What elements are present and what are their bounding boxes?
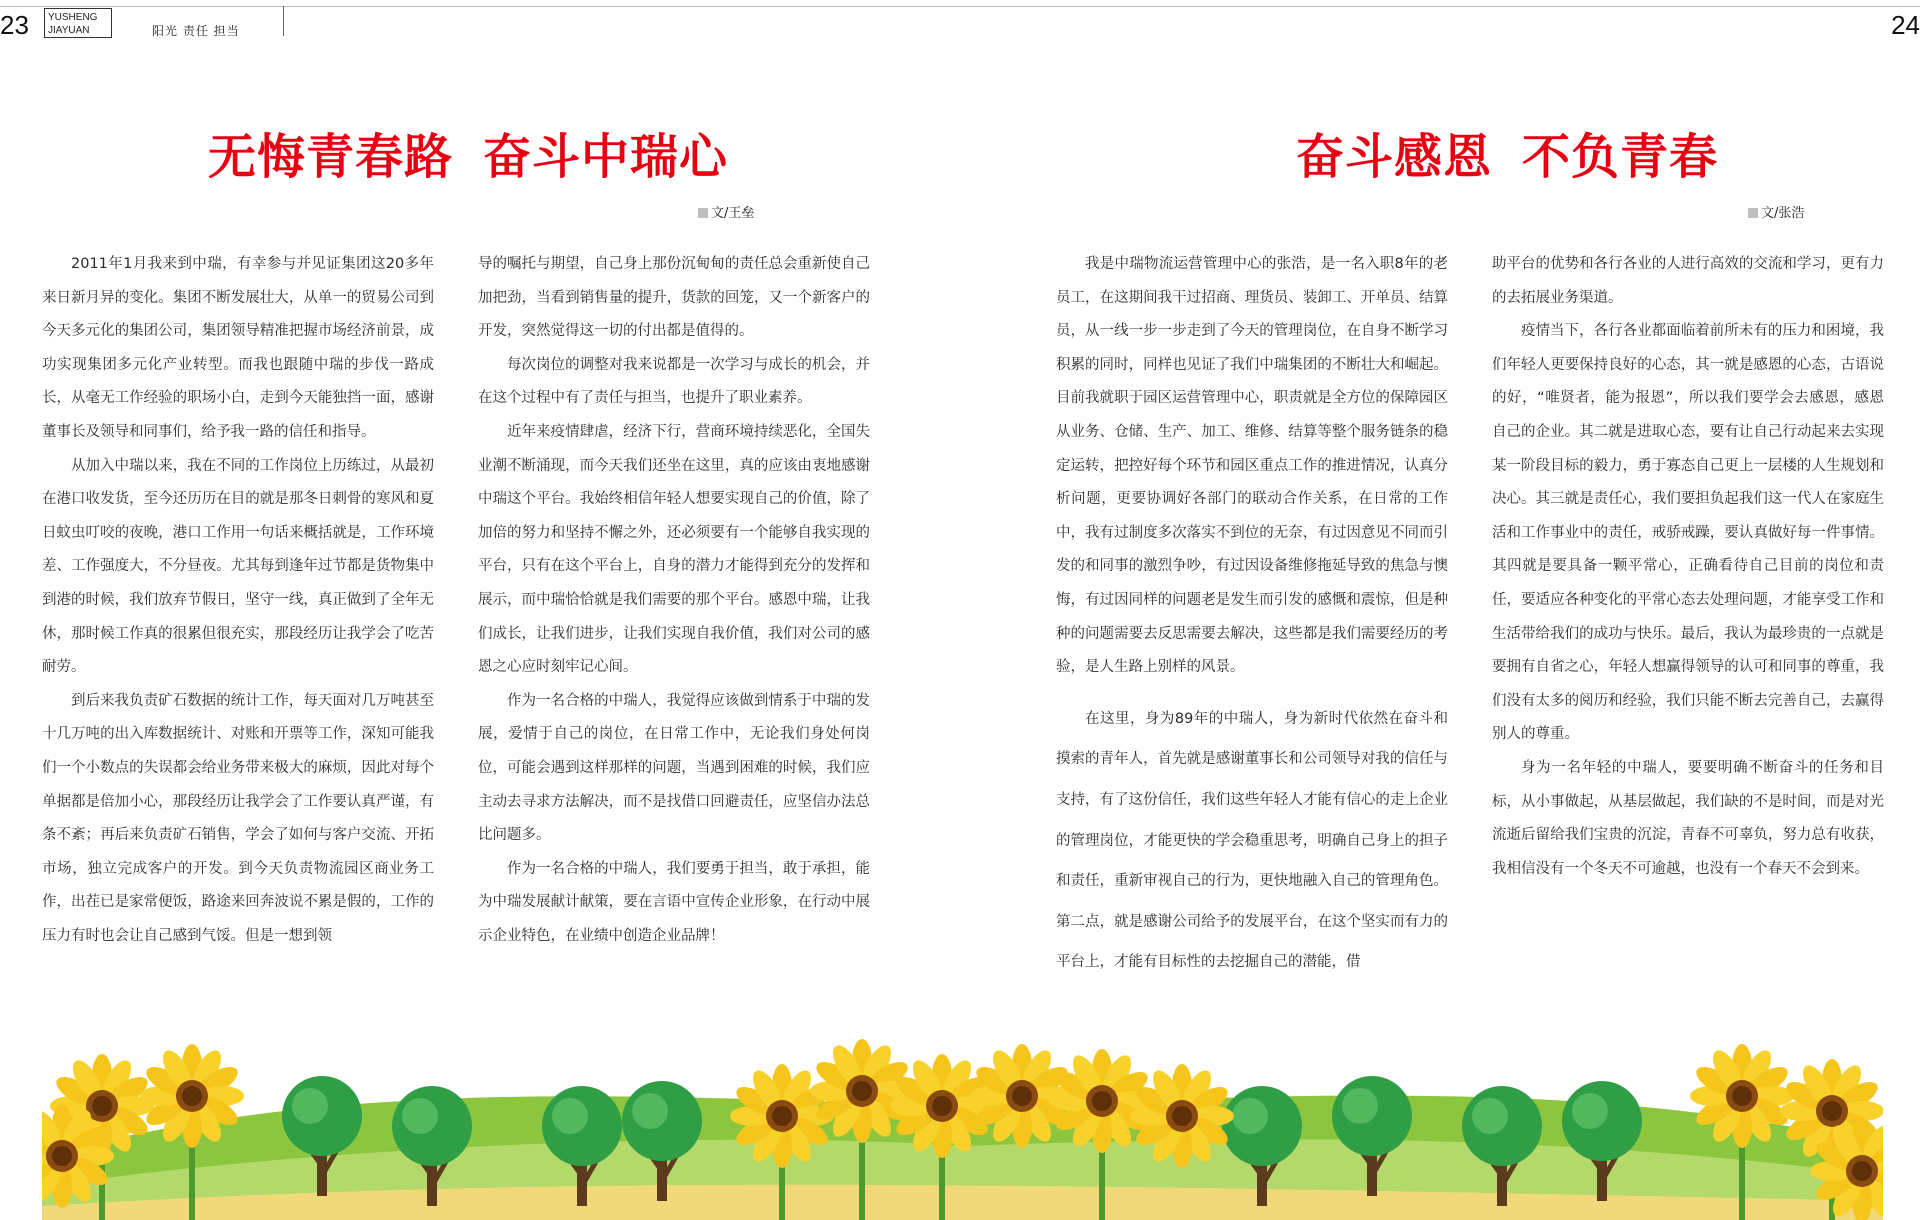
header-divider bbox=[283, 6, 284, 36]
paragraph: 每次岗位的调整对我来说都是一次学习与成长的机会，并在这个过程中有了责任与担当，也提升了职业素养。 bbox=[478, 356, 870, 407]
paragraph: 疫情当下，各行各业都面临着前所未有的压力和困境，我们年轻人更要保持良好的心态，其一就是感恩的心态，古语说的好，“唯贤者，能为报恩”，所以我们要学会去感恩，感恩自己的企业。其二就是进取心态，要有让自己行动起来去实现某一阶段目标的毅力，勇于寡态自己更上一层楼的人生规划和决心。其三就是责任心，我们要担负起我们这一代人在家庭生活和工作事业中的责任，戒骄戒躁，要认真做好每一件事情。其四就是要具备一颗平常心，正确看待自己目前的岗位和责任，要适应各种变化的平常心态去处理问题，才能享受工作和生活带给我们的成功与快乐。最后，我认为最珍贵的一点就是要拥有自省之心，年轻人想赢得领导的认可和同事的尊重，我们没有太多的阅历和经验，我们只能不断去完善自己，去赢得别人的尊重。 bbox=[1492, 323, 1884, 743]
paragraph: 我是中瑞物流运营管理中心的张浩，是一名入职8年的老员工，在这期间我干过招商、理货员、装卸工、开单员、结算员，从一线一步一步走到了今天的管理岗位，在自身不断学习积累的同时，同样也见证了我们中瑞集团的不断壮大和崛起。目前我就职于园区运营管理中心，职责就是全方位的保障园区从业务、仓储、生产、加工、维修、结算等整个服务链条的稳定运转，把控好每个环节和园区重点工作的推进情况，认真分析问题，更要协调好各部门的联动合作关系，在日常的工作中，我有过制度多次落实不到位的无奈，有过因意见不同而引发的和同事的激烈争吵，有过因设备维修拖延导致的焦急与懊悔，有过因同样的问题老是发生而引发的感慨和震惊，但是种种的问题需要去反思需要去解决，这些都是我们需要经历的考验，是人生路上别样的风景。 bbox=[1056, 256, 1448, 676]
header-rule bbox=[0, 6, 1920, 7]
article-title-right bbox=[1296, 118, 1718, 187]
article-left-column-2 bbox=[478, 248, 870, 953]
byline-left bbox=[698, 202, 754, 221]
paragraph: 身为一名年轻的中瑞人，要要明确不断奋斗的任务和目标，从小事做起，从基层做起，我们缺的不是时间，而是对光流逝后留给我们宝贵的沉淀，青春不可辜负，努力总有收获，我相信没有一个冬天不可逾越，也没有一个春天不会到来。 bbox=[1492, 759, 1884, 877]
title-part-1: 无悔青春路 bbox=[208, 129, 454, 185]
article-right-column-2 bbox=[1492, 248, 1884, 886]
byline-author: 文/张浩 bbox=[1761, 206, 1805, 221]
paragraph: 从加入中瑞以来，我在不同的工作岗位上历练过，从最初在港口收发货，至今还历历在目的就是那冬日刺骨的寒风和夏日蚊虫叮咬的夜晚，港口工作用一句话来概括就是，工作环境差、工作强度大，不分昼夜。尤其每到逢年过节都是货物集中到港的时候，我们放弃节假日，坚守一线，真正做到了全年无休，那时候工作真的很累但很充实，那段经历让我学会了吃苦耐劳。 bbox=[42, 457, 434, 676]
title-part-2: 奋斗中瑞心 bbox=[483, 129, 729, 185]
article-right-column-1 bbox=[1056, 248, 1448, 983]
header-slogan: 阳光 责任 担当 bbox=[152, 24, 240, 38]
paragraph: 作为一名合格的中瑞人，我们要勇于担当，敢于承担，能为中瑞发展献计献策，要在言语中宣传企业形象，在行动中展示企业特色，在业绩中创造企业品牌！ bbox=[478, 860, 870, 944]
paragraph: 助平台的优势和各行各业的人进行高效的交流和学习，更有力的去拓展业务渠道。 bbox=[1492, 256, 1884, 306]
article-title-left bbox=[208, 118, 728, 187]
logo-line-2: JIAYUAN bbox=[48, 25, 90, 36]
paragraph: 近年来疫情肆虐，经济下行，营商环境持续恶化，全国失业潮不断涌现，而今天我们还坐在这里，真的应该由衷地感谢中瑞这个平台。我始终相信年轻人想要实现自己的价值，除了加倍的努力和坚持不懈之外，还必须要有一个能够自我实现的平台，只有在这个平台上，自身的潜力才能得到充分的发挥和展示，而中瑞恰恰就是我们需要的那个平台。感恩中瑞，让我们成长，让我们进步，让我们实现自我价值，我们对公司的感恩之心应时刻牢记心间。 bbox=[478, 423, 870, 676]
page-number-left: 23 bbox=[0, 10, 29, 40]
title-part-1: 奋斗感恩 bbox=[1296, 129, 1493, 185]
title-part-2: 不负青春 bbox=[1522, 129, 1719, 185]
magazine-logo bbox=[44, 8, 112, 38]
paragraph: 导的嘱托与期望，自己身上那份沉甸甸的责任总会重新使自己加把劲，当看到销售量的提升，货款的回笼，又一个新客户的开发，突然觉得这一切的付出都是值得的。 bbox=[478, 256, 870, 340]
paragraph: 在这里，身为89年的中瑞人，身为新时代依然在奋斗和摸索的青年人，首先就是感谢董事长和公司领导对我的信任与支持，有了这份信任，我们这些年轻人才能有信心的走上企业的管理岗位，才能更快的学会稳重思考，明确自己身上的担子和责任，重新审视自己的行为，更快地融入自己的管理角色。第二点，就是感谢公司给予的发展平台，在这个坚实而有力的平台上，才能有目标性的去挖掘自己的潜能，借 bbox=[1056, 710, 1448, 971]
page-number-right: 24 bbox=[1891, 10, 1920, 40]
logo-line-1: YUSHENG bbox=[48, 12, 98, 23]
byline-right bbox=[1748, 202, 1804, 221]
paragraph: 2011年1月我来到中瑞，有幸参与并见证集团这20多年来日新月异的变化。集团不断发展壮大，从单一的贸易公司到今天多元化的集团公司，集团领导精准把握市场经济前景，成功实现集团多元化产业转型。而我也跟随中瑞的步伐一路成长，从毫无工作经验的职场小白，走到今天能独挡一面，感谢董事长及领导和同事们，给予我一路的信任和指导。 bbox=[42, 256, 434, 440]
sunflower-field-illustration bbox=[42, 1036, 1883, 1220]
paragraph: 作为一名合格的中瑞人，我觉得应该做到情系于中瑞的发展，爱情于自己的岗位，在日常工作中，无论我们身处何岗位，可能会遇到这样那样的问题，当遇到困难的时候，我们应主动去寻求方法解决，而不是找借口回避责任，应坚信办法总比问题多。 bbox=[478, 692, 870, 844]
article-left-column-1 bbox=[42, 248, 434, 953]
paragraph: 到后来我负责矿石数据的统计工作，每天面对几万吨甚至十几万吨的出入库数据统计、对账和开票等工作，深知可能我们一个小数点的失误都会给业务带来极大的麻烦，因此对每个单据都是倍加小心，那段经历让我学会了工作要认真严谨，有条不紊；再后来负责矿石销售，学会了如何与客户交流、开拓市场，独立完成客户的开发。到今天负责物流园区商业务工作，出茬已是家常便饭，路途来回奔波说不累是假的，工作的压力有时也会让自己感到气馁。但是一想到领 bbox=[42, 692, 434, 944]
byline-author: 文/王垒 bbox=[711, 206, 755, 221]
